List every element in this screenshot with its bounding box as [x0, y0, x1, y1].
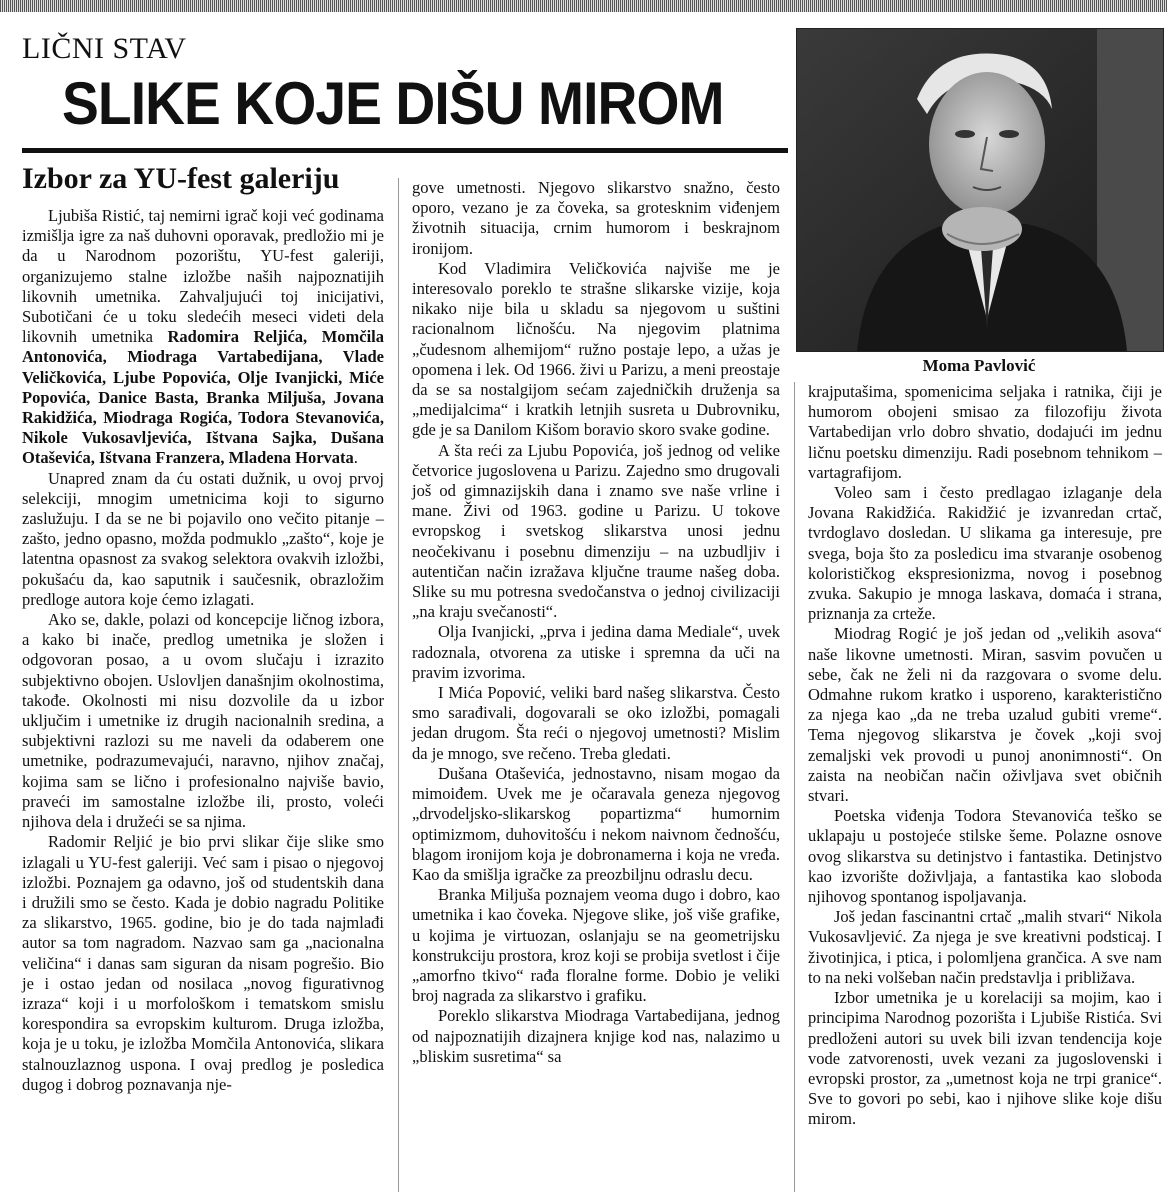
paragraph: gove umetnosti. Njegovo slikarstvo snažno, često oporo, vezano je za čoveka, sa grotesknim viđenjem životnih situacija, crnim humorom i beskrajnom ironijom. [412, 178, 780, 258]
section-label: LIČNI STAV [22, 32, 187, 65]
paragraph [22, 206, 384, 469]
paragraph: Radomir Reljić je bio prvi slikar čije slike smo izlagali u YU-fest galeriji. Već sam i pisao o njegovoj izložbi. Poznajem ga odavno, još od studentskih dana i družili smo se često. Kada je dobio nagradu Politike za slikarstvo, 1965. godine, bio je do tada najmlađi autor sa tom nagradom. Nazvao sam ga „nacionalna veličina“ i danas sam siguran da nisam pogrešio. Bio je i ostao jedan od nosilaca „novog figurativnog izraza“ koji i u morfološkom i tematskom smislu korespondira sa evropskim kulturom. Druga izložba, koja je u toku, je izložba Momčila Antonovića, slikara stalnouzlaznog uspona. I ovaj predlog je posledica dugog i dobrog poznavanja nje- [22, 832, 384, 1094]
paragraph: Izbor umetnika je u korelaciji sa mojim, kao i principima Narodnog pozorišta i Ljubiše Ristića. Svi predloženi autori su uvek bili izvan tendencija koje vode zatvorenosti, uvek vezani za jugoslovenski i evropski prostor, za „umetnost koja ne trpi granice“. Sve to govori po sebi, kao i njihove slike koje dišu mirom. [808, 988, 1162, 1129]
column-divider [398, 178, 399, 1192]
paragraph-text: Ljubiša Ristić, taj nemirni igrač koji već godinama izmišlja igre za naš duhovni oporavak, predložio mi je da u Narodnom pozorištu, YU-fest galeriji, organizujemo stalne izložbe naših najpoznatijih likovnih umetnika. Zahvaljujući toj inicijativi, Subotičani će u toku sledećih meseci videti dela likovnih umetnika [22, 206, 384, 347]
article-column-1 [22, 206, 384, 1191]
article-column-3 [808, 382, 1162, 1192]
paragraph: Dušana Otaševića, jednostavno, nisam mogao da mimoiđem. Uvek me je očaravala geneza njegovog „drvodeljsko-slikarskog popartizma“ humornim optimizmom, duhovitošću i nekom naivnom čednošću, blagom ironijom koja je dobronamerna i koja ne vređa. Kao da smišlja igračke za preozbiljnu odraslu decu. [412, 763, 780, 884]
headline-rule [22, 148, 788, 153]
paragraph: krajputašima, spomenicima seljaka i ratnika, čiji je humorom obojeni smisao za filozofiju života Vartabedijan vrlo dobro shvatio, dodajući im jednu ličnu poetsku dimenziju. Radi posebnom tehnikom – vartagrafijom. [808, 382, 1162, 482]
subheadline: Izbor za YU-fest galeriju [22, 162, 340, 195]
paragraph: Poreklo slikarstva Miodraga Vartabedijana, jednog od najpoznatijih dizajnera knjige kod nas, nalazimo u „bliskim susretima“ sa [412, 1006, 780, 1066]
paragraph: A šta reći za Ljubu Popovića, još jednog od velike četvorice jugoslovena u Parizu. Zajedno smo drugovali još od gimnazijskih dana i znamo sve naše vrline i mane. Živi od 1963. godine u Parizu. U tokove evropskog i svetskog slikarstva unosi jednu neočekivanu i posebnu dimenziju – na uzbudljiv i autentičan način izražava ključne traume našeg doba. Slike su mu potresna svedočanstva o jednoj civilizaciji „na kraju svečanosti“. [412, 440, 780, 622]
photo-caption: Moma Pavlović [922, 356, 1036, 375]
paragraph: Voleo sam i često predlagao izlaganje dela Jovana Rakidžića. Rakidžić je izvanredan crtač, tvrdoglavo dosledan. U slikama ga interesuje, pre svega, boja što za posledicu ima stvaranje osobenog kolorističkog ekspresionizma, novog i posebnog zvuka. Sakupio je mnoga laskava, domaća i strana, priznanja za crteže. [808, 483, 1162, 624]
paragraph: Još jedan fascinantni crtač „malih stvari“ Nikola Vukosavljević. Za njega je sve kreativni podsticaj. I životinjica, i ptica, i polomljena grančica. A sve nam to na neki volšeban način predstavlja i približava. [808, 907, 1162, 987]
paragraph: I Mića Popović, veliki bard našeg slikarstva. Često smo sarađivali, dogovarali se oko izložbi, pomagali jedan drugom. Šta reći o njegovoj umetnosti? Mislim da je mnogo, sve rečeno. Treba gledati. [412, 683, 780, 763]
portrait-photo [796, 28, 1164, 352]
headline: SLIKE KOJE DIŠU MIROM [62, 70, 724, 137]
paragraph: Poetska viđenja Todora Stevanovića teško se uklapaju u postojeće stilske šeme. Polazne osnove ovog slikarstva su detinjstvo i fantastika. Detinjstvo kao izvorište doživljaja, a fantastika kao sloboda njihovog spontanog ispoljavanja. [808, 806, 1162, 907]
paragraph: Unapred znam da ću ostati dužnik, u ovoj prvoj selekciji, mnogim umetnicima koji to sigurno zaslužuju. I da se ne bi pojavilo ono večito pitanje – zašto, jedno opasno, možda podmuklo „zašto“, koje je latentna opasnost za svakog selektora ovakvih izložbi, pokušaću da, kao saputnik i saučesnik, obrazložim predloge autora koje ćemo izlagati. [22, 468, 384, 609]
paragraph: Branka Miljuša poznajem veoma dugo i dobro, kao umetnika i kao čoveka. Njegove slike, još više grafike, u kojima je virtuozan, oslanjaju se na geometrijsku konstrukciju prostora, kroz koji se probija svetlost i čije „amorfno tkivo“ rađa floralne forme. Dobio je veliki broj nagrada za slikarstvo i grafiku. [412, 885, 780, 1006]
paragraph-text: . [353, 448, 358, 468]
article-column-2 [412, 178, 780, 1192]
paragraph: Kod Vladimira Veličkovića najviše me je interesovalo poreklo te strašne slikarske vizije, koja nikako nije bila u skladu sa njegovom u suštini racionalnom ličnošću. Na njegovim platnima „čudesnom alhemijom“ ružno postaje lepo, a užas je opomena i lek. Od 1966. živi u Parizu, a meni preostaje da se sa nostalgijom sećam zajedničkih druženja sa „medijalcima“ i kratkih letnjih susreta u Dubrovniku, gde je sa Danilom Kišom boravio skoro svake godine. [412, 258, 780, 440]
paragraph: Ako se, dakle, polazi od koncepcije ličnog izbora, a kako bi inače, predlog umetnika je složen i odgovoran posao, a u ovom slučaju i izrazito subjektivno obojen. Uslovljen današnjim okolnostima, takođe. Okolnosti mi nisu dozvolile da u izbor uključim i umetnike iz drugih nacionalnih sredina, a subjektivni razlozi su me naveli da odaberem one umetnike, podrazumevajući, naravno, njihov značaj, kojima sam se lično i profesionalno najviše bavio, praveći im samostalne izložbe ili, prosto, voleći njihova dela i družeći se sa njima. [22, 610, 384, 832]
paragraph: Olja Ivanjicki, „prva i jedina dama Mediale“, uvek radoznala, otvorena za utiske i spremna da uči na pravim izvorima. [412, 622, 780, 682]
paragraph: Miodrag Rogić je još jedan od „velikih asova“ naše likovne umetnosti. Miran, sasvim povučen u sebe, čak ne želi ni da razgovara o svome delu. Odmahne rukom kratko i usporeno, karakteristično za njega kao „da ne treba uzalud gubiti vreme“. Tema njegovog slikarstva je čovek „koji svoj zemaljski vek provodi u punoj anonimnosti“. On zaista na neobičan način oživljava svet običnih stvari. [808, 624, 1162, 806]
portrait-image [797, 29, 1163, 351]
artist-names: Radomira Reljića, Momčila Antonovića, Miodraga Vartabedijana, Vlade Veličkovića, Ljube Popovića, Olje Ivanjicki, Miće Popovića, Danice Basta, Branka Miljuša, Jovana Rakidžića, Miodraga Rogića, Todora Stevanovića, Nikole Vukosavljevića, Ištvana Sajka, Dušana Otaševića, Ištvana Franzera, Mladena Horvata [22, 327, 384, 468]
top-border-rule [0, 0, 1167, 12]
column-divider [794, 382, 795, 1192]
